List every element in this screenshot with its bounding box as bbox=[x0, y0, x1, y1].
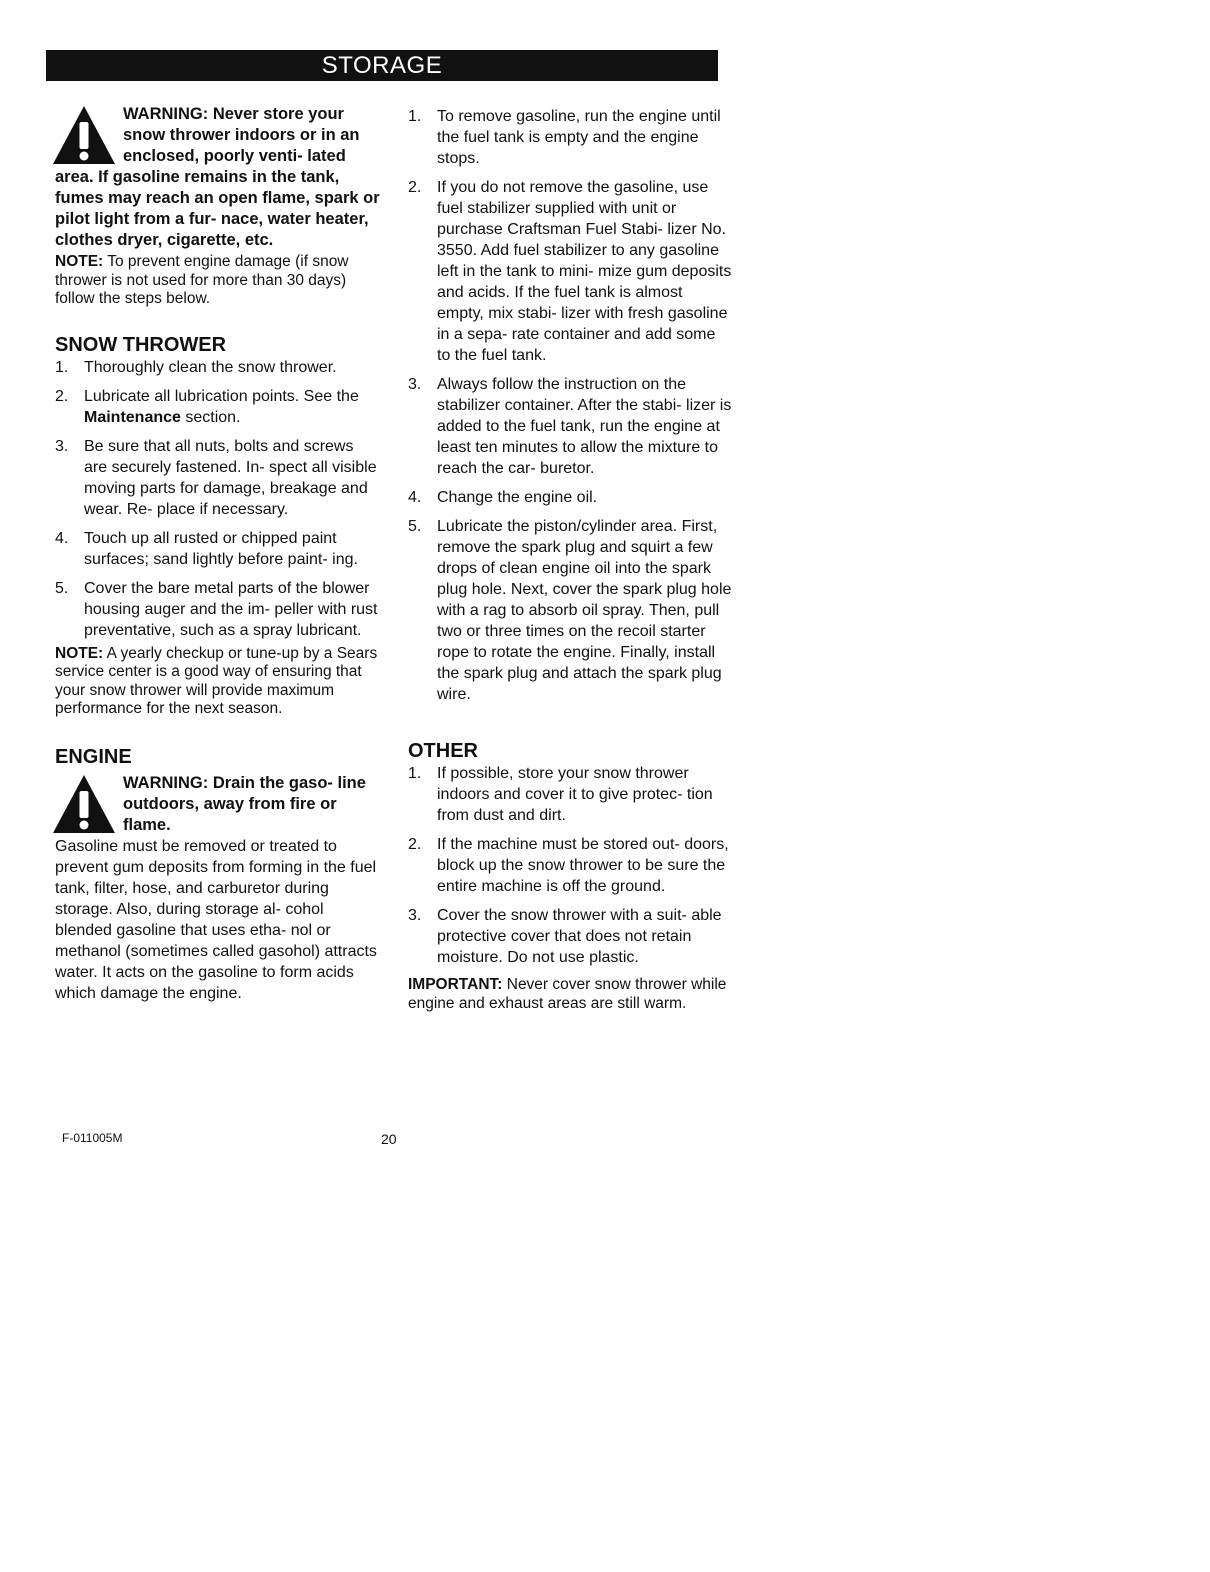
maintenance-reference: Maintenance bbox=[84, 408, 181, 426]
warning-text: WARNING: Drain the gaso- line outdoors, away from fire or flame. bbox=[123, 773, 366, 834]
item-text: Cover the bare metal parts of the blower housing auger and the im- peller with rust preventative, such as a spray lubricant. bbox=[84, 579, 378, 639]
note-label: NOTE: bbox=[55, 644, 104, 662]
item-number: 3. bbox=[408, 376, 422, 393]
list-item bbox=[55, 436, 380, 520]
item-number: 1. bbox=[408, 765, 422, 782]
note-text: To prevent engine damage (if snow thrower is not used for more than 30 days) follow the steps below. bbox=[55, 253, 349, 307]
page-title: STORAGE bbox=[46, 50, 718, 81]
item-number: 2. bbox=[408, 179, 422, 196]
list-item bbox=[408, 905, 733, 968]
item-text: Thoroughly clean the snow thrower. bbox=[84, 358, 337, 376]
item-text: Always follow the instruction on the stabilizer container. After the stabi- lizer is added to the fuel tank, run the engine at least ten minutes to allow the mixture to reach the car- buretor. bbox=[437, 376, 732, 477]
item-number: 1. bbox=[408, 108, 422, 125]
note-paragraph bbox=[55, 645, 380, 719]
engine-body: Gasoline must be removed or treated to prevent gum deposits from forming in the fuel tank, filter, hose, and carburetor during storage. Also, during storage al- cohol blended gasoline that uses etha- nol or methanol (sometimes called gasohol) attracts water. It acts on the gasoline to form acids which damage the engine. bbox=[55, 837, 377, 1002]
document-code: F-011005M bbox=[62, 1131, 123, 1145]
list-item bbox=[55, 386, 380, 428]
right-column bbox=[408, 106, 733, 1013]
warning-triangle-icon bbox=[51, 104, 117, 166]
item-text: Lubricate all lubrication points. See the bbox=[84, 387, 359, 405]
item-text: Change the engine oil. bbox=[437, 489, 598, 506]
warning-triangle-icon bbox=[51, 773, 117, 835]
warning-text: WARNING: Never store your snow thrower indoors or in an enclosed, poorly venti- lated area. If gasoline remains in the tank, fumes may reach an open flame, spark or pilot light from a fur- nace, water heater, clothes dryer, cigarette, etc. bbox=[55, 105, 380, 249]
note-text: A yearly checkup or tune-up by a Sears service center is a good way of ensuring that your snow thrower will provide maximum performance for the next season. bbox=[55, 644, 378, 717]
list-item bbox=[408, 763, 733, 826]
snow-thrower-steps bbox=[55, 357, 380, 641]
note-paragraph bbox=[55, 253, 380, 309]
list-item bbox=[408, 374, 733, 479]
engine-warning bbox=[55, 773, 380, 836]
item-number: 2. bbox=[55, 387, 69, 405]
item-text: If possible, store your snow thrower indoors and cover it to give protec- tion from dust and dirt. bbox=[437, 765, 713, 824]
item-text: Lubricate the piston/cylinder area. First, remove the spark plug and squirt a few drops of clean engine oil into the spark plug hole. Next, cover the spark plug hole with a rag to absorb oil spray. Then, pull two or three times on the recoil starter rope to rotate the engine. Finally, install the spark plug and attach the spark plug wire. bbox=[437, 518, 732, 703]
list-item bbox=[408, 177, 733, 366]
note-label: NOTE: bbox=[55, 253, 104, 270]
page-number: 20 bbox=[381, 1131, 397, 1147]
item-text: section. bbox=[180, 408, 241, 426]
list-item bbox=[408, 487, 733, 508]
item-text: If the machine must be stored out- doors, block up the snow thrower to be sure the entire machine is off the ground. bbox=[437, 836, 729, 895]
item-text: To remove gasoline, run the engine until the fuel tank is empty and the engine stops. bbox=[437, 108, 721, 167]
list-item bbox=[408, 106, 733, 169]
important-paragraph bbox=[408, 976, 733, 1013]
list-item bbox=[408, 516, 733, 705]
section-heading-snow-thrower: SNOW THROWER bbox=[55, 333, 227, 356]
item-number: 1. bbox=[55, 358, 69, 376]
section-heading-other: OTHER bbox=[408, 740, 478, 762]
item-number: 4. bbox=[408, 489, 422, 506]
item-text: Be sure that all nuts, bolts and screws are securely fastened. In- spect all visible moving parts for damage, breakage and wear. Re- place if necessary. bbox=[84, 437, 377, 518]
section-heading-engine: ENGINE bbox=[55, 745, 132, 768]
engine-steps bbox=[408, 106, 733, 705]
list-item bbox=[55, 578, 380, 641]
left-column bbox=[55, 104, 380, 1004]
important-label: IMPORTANT: bbox=[408, 976, 503, 993]
item-number: 2. bbox=[408, 836, 422, 853]
item-text: Cover the snow thrower with a suit- able protective cover that does not retain moisture. Do not use plastic. bbox=[437, 907, 722, 966]
item-text: If you do not remove the gasoline, use fuel stabilizer supplied with unit or purchase Craftsman Fuel Stabi- lizer No. 3550. Add fuel stabilizer to any gasoline left in the tank to mini- mize gum deposits and acids. If the fuel tank is almost empty, mix stabi- lizer with fresh gasoline in a sepa- rate container and add some to the fuel tank. bbox=[437, 179, 732, 364]
other-steps bbox=[408, 763, 733, 968]
item-number: 4. bbox=[55, 529, 69, 547]
storage-warning bbox=[55, 104, 380, 251]
item-number: 5. bbox=[408, 518, 422, 535]
item-number: 3. bbox=[408, 907, 422, 924]
item-text: Touch up all rusted or chipped paint surfaces; sand lightly before paint- ing. bbox=[84, 529, 358, 568]
item-number: 3. bbox=[55, 437, 69, 455]
list-item bbox=[55, 357, 380, 378]
list-item bbox=[408, 834, 733, 897]
list-item bbox=[55, 528, 380, 570]
important-text: Never cover snow thrower while engine and exhaust areas are still warm. bbox=[408, 976, 727, 1012]
item-number: 5. bbox=[55, 579, 69, 597]
